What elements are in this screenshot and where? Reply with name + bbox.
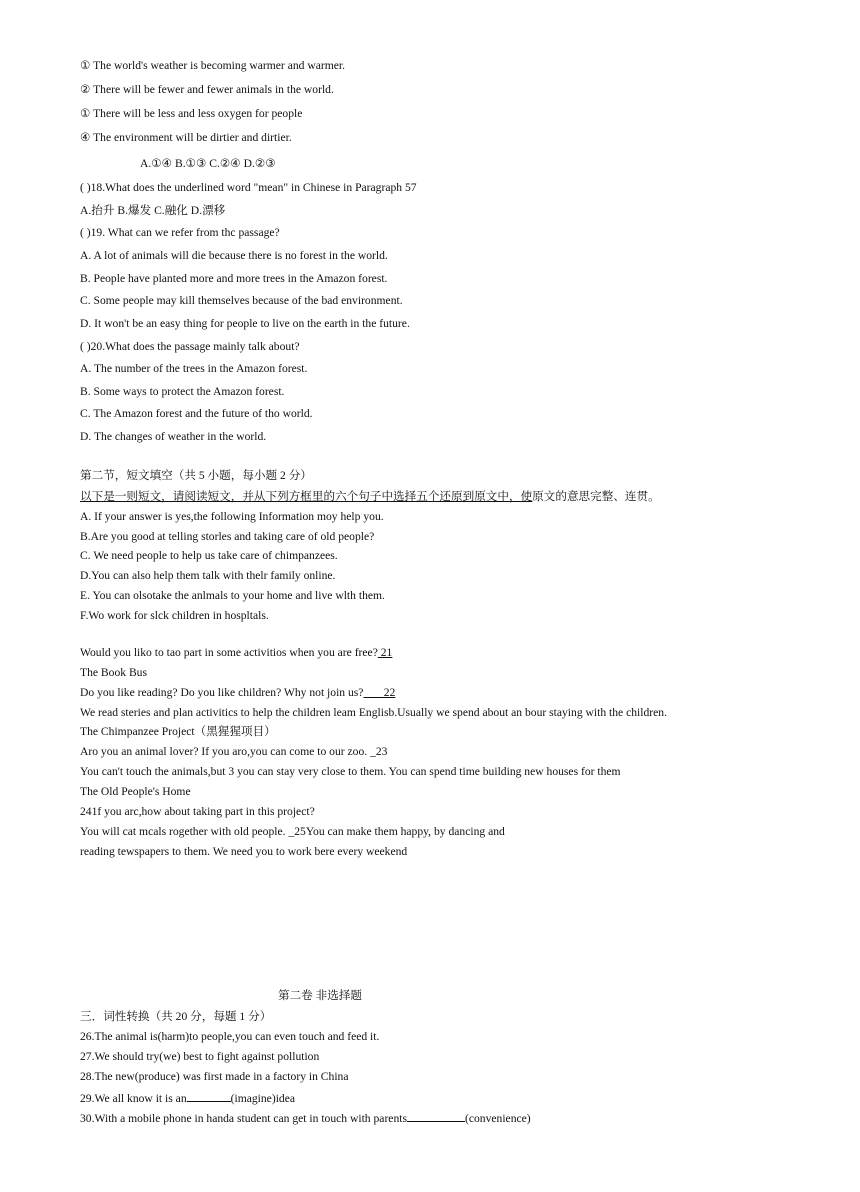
q20-option-b: B. Some ways to protect the Amazon forest. [80, 385, 285, 398]
q17-option-1: ① The world's weather is becoming warmer and warmer. [80, 59, 345, 72]
q20-option-a: A. The number of the trees in the Amazon forest. [80, 362, 308, 375]
q29 [80, 1089, 295, 1107]
q17-choices: A.①④ B.①③ C.②④ D.②③ [140, 157, 276, 170]
section2-heading: 第二节，短文填空（共 5 小题，每小题 2 分） [80, 469, 312, 482]
passage-line-1 [80, 645, 392, 661]
q19-option-b: B. People have planted more and more trees in the Amazon forest. [80, 272, 388, 285]
q29-text-b: (imagine)idea [230, 1092, 296, 1105]
q20-option-d: D. The changes of weather in the world. [80, 430, 267, 443]
q27: 27.We should try(we) best to fight against pollution [80, 1050, 320, 1063]
part2-heading: 三．词性转换（共 20 分，每题 1 分） [80, 1010, 272, 1023]
q17-option-4: ④ The environment will be dirtier and dirtier. [80, 131, 292, 144]
q19-stem: ( )19. What can we refer from thc passage? [80, 226, 280, 239]
section2-instruction [80, 489, 660, 505]
sentence-d: D.You can also help them talk with thelr family online. [80, 569, 336, 582]
instruction-underlined: 以下是一则短文，请阅读短文，并从下列方框里的六个句子中选择五个还原到原文中，使 [80, 490, 533, 503]
passage-line-11: reading tewspapers to them. We need you to work bere every weekend [80, 845, 408, 858]
q17-option-2: ② There will be fewer and fewer animals in the world. [80, 83, 334, 96]
instruction-rest: 原文的意思完整、连贯。 [532, 490, 660, 503]
sentence-b: B.Are you good at telling storles and taking care of old people? [80, 530, 375, 543]
sentence-e: E. You can olsotake the anlmals to your home and live wlth them. [80, 589, 385, 602]
blank-21: 21 [377, 646, 393, 659]
q29-text-a: 29.We all know it is an [80, 1092, 187, 1105]
passage-heading-old-people: The Old People's Home [80, 785, 191, 798]
q30-text-b: (convenience) [464, 1112, 531, 1125]
q18-choices: A.抬升 B.爆发 C.融化 D.漂移 [80, 204, 226, 217]
passage-line-10: You will cat mcals rogether with old people. _25You can make them happy, by dancing and [80, 825, 505, 838]
q28: 28.The new(produce) was first made in a factory in China [80, 1070, 349, 1083]
q20-stem: ( )20.What does the passage mainly talk about? [80, 340, 300, 353]
blank-22: 22 [363, 686, 396, 699]
q19-option-d: D. It won't be an easy thing for people to live on the earth in the future. [80, 317, 410, 330]
passage-line-9: 241f you arc,how about taking part in this project? [80, 805, 315, 818]
passage-line-4: We read steries and plan activitics to help the children leam Englisb.Usually we spend about an bour staying with the children. [80, 706, 667, 719]
passage-line-1-text: Would you liko to tao part in some activitios when you are free? [80, 646, 378, 659]
passage-heading-chimpanzee: The Chimpanzee Project（黑猩猩项目） [80, 725, 276, 738]
sentence-f: F.Wo work for slck children in hospltals. [80, 609, 269, 622]
passage-line-3-text: Do you like reading? Do you like children? Why not join us? [80, 686, 364, 699]
passage-heading-book-bus: The Book Bus [80, 666, 147, 679]
q19-option-a: A. A lot of animals will die because there is no forest in the world. [80, 249, 388, 262]
q26: 26.The animal is(harm)to people,you can even touch and feed it. [80, 1030, 380, 1043]
q18-stem: ( )18.What does the underlined word "mean" in Chinese in Paragraph 57 [80, 181, 417, 194]
passage-line-3 [80, 685, 395, 701]
q20-option-c: C. The Amazon forest and the future of tho world. [80, 407, 313, 420]
sentence-a: A. If your answer is yes,the following Information moy help you. [80, 510, 384, 523]
sentence-c: C. We need people to help us take care of chimpanzees. [80, 549, 338, 562]
q29-blank [187, 1089, 231, 1102]
passage-line-6: Aro you an animal lover? If you aro,you can come to our zoo. _23 [80, 745, 388, 758]
q30-blank [407, 1109, 465, 1122]
q17-option-3: ① There will be less and less oxygen for people [80, 107, 303, 120]
q19-option-c: C. Some people may kill themselves because of the bad environment. [80, 294, 403, 307]
q30-text-a: 30.With a mobile phone in handa student can get in touch with parents [80, 1112, 407, 1125]
passage-line-7: You can't touch the animals,but 3 you can stay very close to them. You can spend time building new houses for them [80, 765, 621, 778]
part2-title: 第二卷 非选择题 [277, 989, 363, 1002]
q30 [80, 1109, 531, 1127]
